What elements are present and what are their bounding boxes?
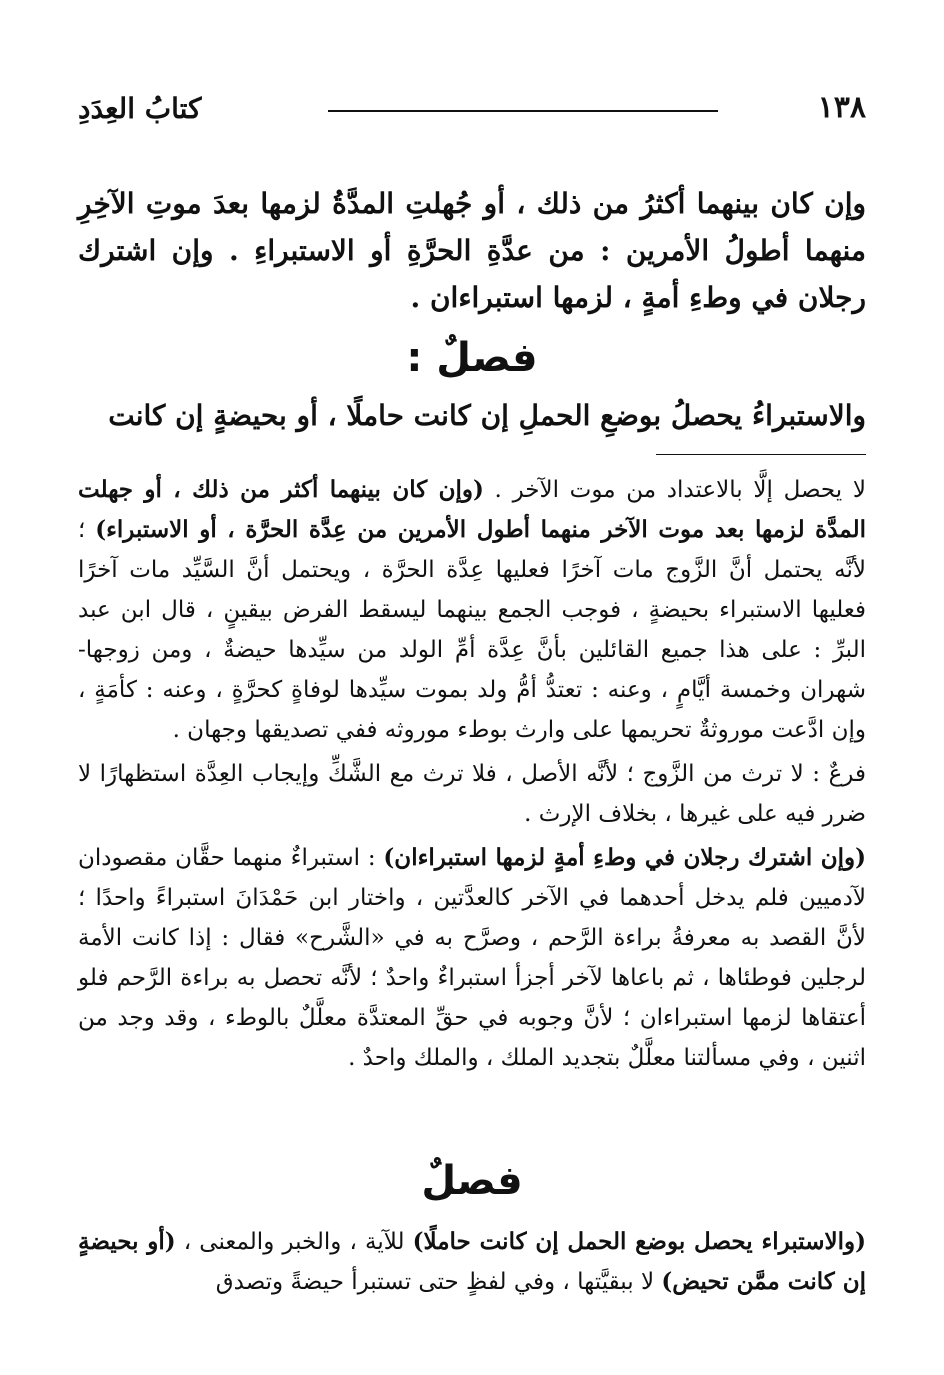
quoted-matn: (وإن اشترك رجلان في وطءِ أمةٍ لزمها استبراءان) <box>383 844 866 871</box>
commentary-span: لا يحصل إلَّا بالاعتداد من موت الآخر . <box>483 477 866 503</box>
page-number: ١٣٨ <box>817 90 866 125</box>
running-title: كتابُ العِدَدِ <box>78 92 202 125</box>
commentary-span: ؛ لأنَّه يحتمل أنَّ الزَّوج مات آخرًا فعليها عِدَّة الحرَّة ، ويحتمل أنَّ السَّيِّد مات آخرًا فعليها الاستبراء بحيضةٍ ، فوجب الجمع بينهما ليسقط الفرض بيقينٍ ، قال ابن عبد البرِّ : على هذا جميع القائلين بأنَّ عِدَّة أمِّ الولد من سيِّدها حيضةٌ ، ومن زوجها- شهران وخمسة أيَّامٍ ، وعنه : تعتدُّ أمُّ ولد بموت سيِّدها لوفاةٍ كحرَّةٍ ، وعنه : كأمَةٍ ، وإن ادَّعت موروثةٌ تحريمها على وارث بوطء موروثه ففي تصديقها وجهان . <box>78 517 866 743</box>
main-text-paragraph-2: والاستبراءُ يحصلُ بوضعِ الحملِ إن كانت حاملًا ، أو بحيضةٍ إن كانت <box>108 399 866 432</box>
page-header <box>78 90 866 130</box>
commentary-paragraph <box>78 1222 866 1302</box>
section-heading: فصلٌ : <box>406 335 538 381</box>
quoted-matn: (أو بحيضةٍ إن كانت ممَّن تحيض) <box>78 1228 866 1295</box>
commentary-paragraph <box>78 838 866 1078</box>
commentary-paragraph <box>78 470 866 750</box>
footnote-divider <box>656 454 866 455</box>
commentary-text-2 <box>78 1222 866 1302</box>
main-text-paragraph: وإن كان بينهما أكثرُ من ذلك ، أو جُهلتِ المدَّةُ لزمها بعدَ موتِ الآخِرِ منهما أطولُ الأمرين : من عدَّةِ الحرَّةِ أو الاستبراءِ . وإن اشترك رجلان في وطءِ أمةٍ ، لزمها استبراءان . <box>78 187 866 314</box>
commentary-span: لا ببقيَّتها ، وفي لفظٍ حتى تستبرأ حيضةً وتصدق <box>215 1269 662 1295</box>
header-rule <box>328 110 718 112</box>
section-heading-2: فصلٌ <box>421 1158 523 1204</box>
commentary-paragraph: فرعٌ : لا ترث من الزَّوج ؛ لأنَّه الأصل ، فلا ترث مع الشَّكِّ وإيجاب العِدَّة استظهارًا لا ضرر فيه على غيرها ، بخلاف الإرث . <box>78 761 866 827</box>
quoted-matn: (وإن كان بينهما أكثر من ذلك ، أو جهلت المدَّة لزمها بعد موت الآخر منهما أطول الأمرين من عِدَّة الحرَّة ، أو الاستبراء) <box>78 476 866 543</box>
commentary-span: للآية ، والخبر والمعنى ، <box>175 1229 413 1255</box>
quoted-matn: (والاستبراء يحصل بوضع الحمل إن كانت حاملًا) <box>412 1228 867 1255</box>
commentary-span: : استبراءٌ منهما حقَّان مقصودان لآدميين فلم يدخل أحدهما في الآخر كالعدَّتين ، واختار ابن حَمْدَانَ استبراءً واحدًا ؛ لأنَّ القصد به معرفةُ براءة الرَّحم ، وصرَّح به في «الشَّرح» فقال : إذا كانت الأمة لرجلين فوطئاها ، ثم باعاها لآخر أجزأ استبراءٌ واحدٌ ؛ لأنَّه تحصل به براءة الرَّحم فلو أعتقاها لزمها استبراءان ؛ لأنَّ وجوبه في حقِّ المعتدَّة معلَّلٌ بالوطء ، وقد وجد من اثنين ، وفي مسألتنا معلَّلٌ بتجديد الملك ، والملك واحدٌ . <box>78 845 866 1071</box>
commentary-text <box>78 470 866 1082</box>
